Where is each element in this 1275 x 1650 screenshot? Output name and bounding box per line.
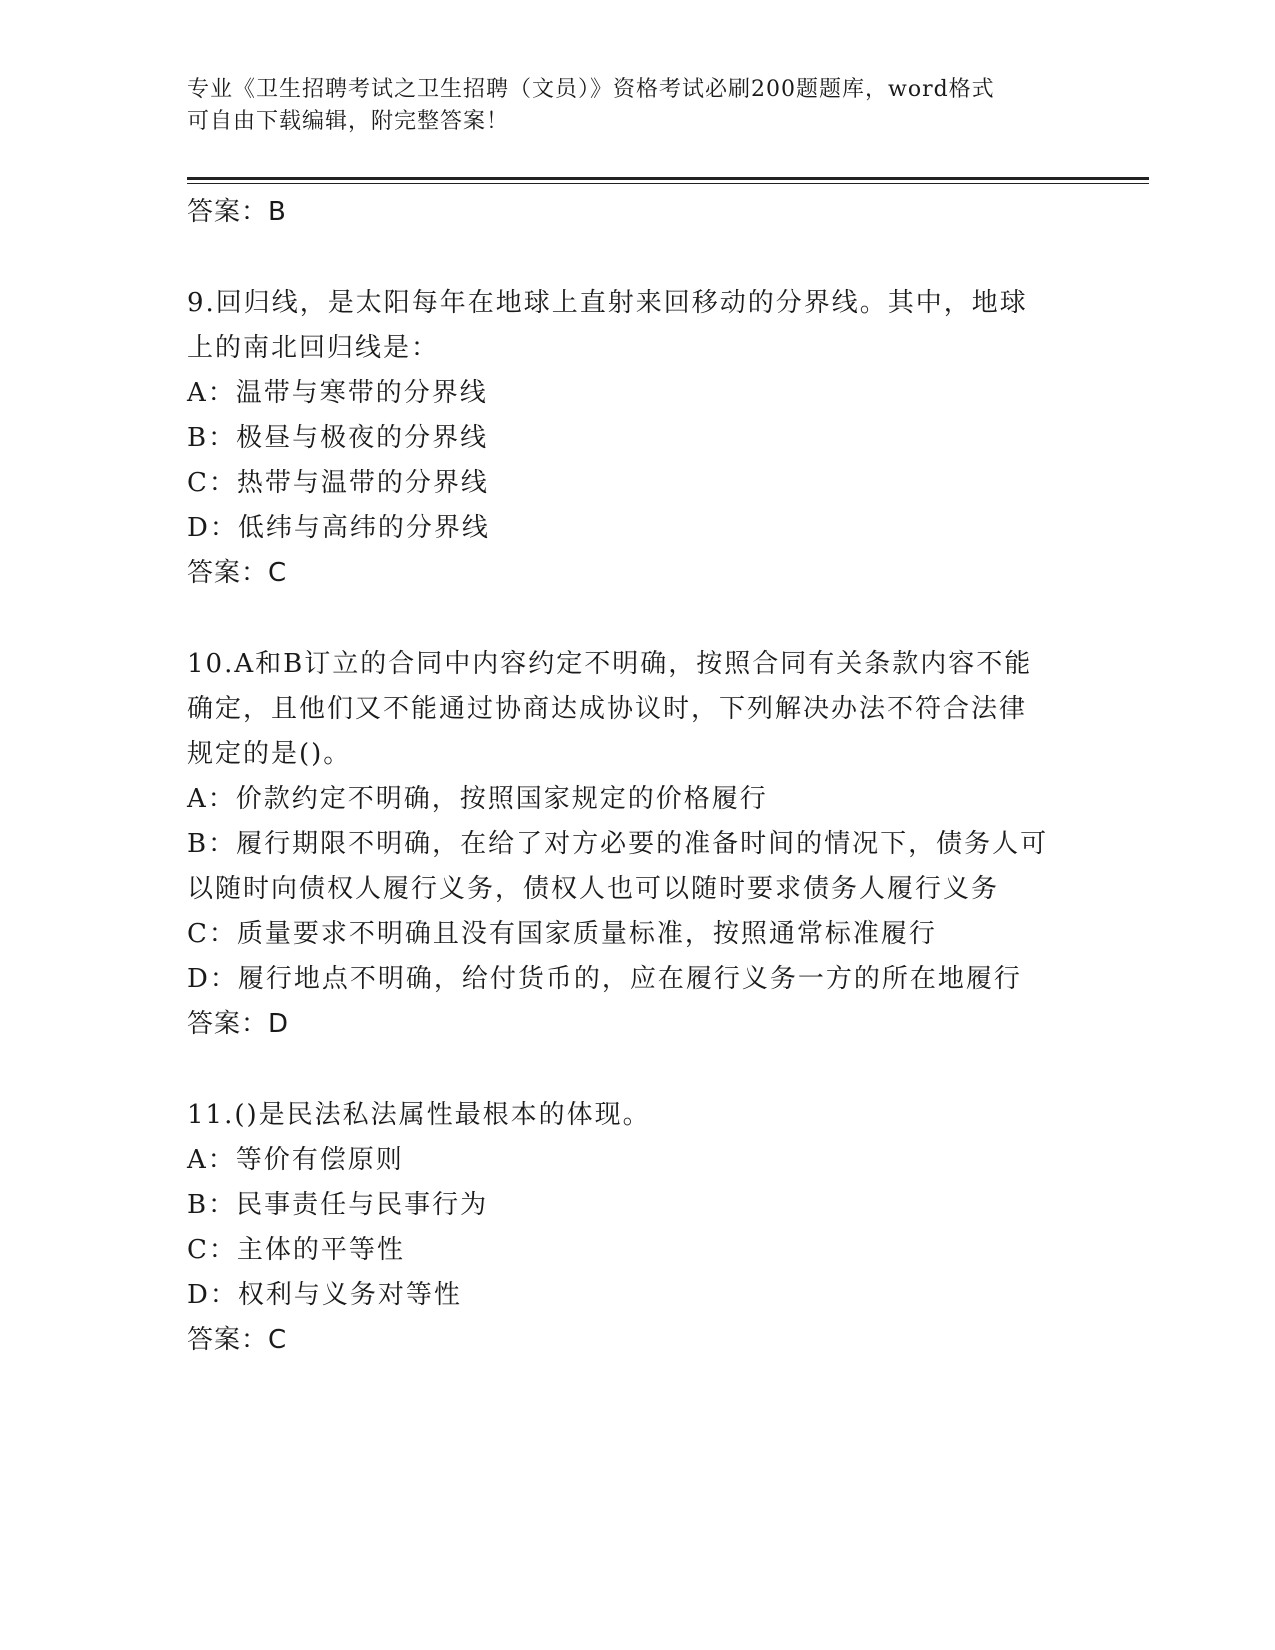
header-line-2: 可自由下载编辑，附完整答案！ [187,109,510,134]
document-body [187,190,1087,1363]
question-stem: 确定，且他们又不能通过协商达成协议时，下列解决办法不符合法律 [187,694,1028,724]
document-header [187,74,1067,138]
header-rule-thick [187,177,1149,180]
option-c: C：质量要求不明确且没有国家质量标准，按照通常标准履行 [187,919,937,949]
option-d: D：权利与义务对等性 [187,1280,462,1310]
question-stem: 规定的是()。 [187,739,352,769]
spacer [187,596,1087,642]
spacer [187,1047,1087,1093]
question-stem: 9.回归线，是太阳每年在地球上直射来回移动的分界线。其中，地球 [187,288,1028,318]
answer-line: 答案：C [187,1325,288,1355]
option-b-continued: 以随时向债权人履行义务，债权人也可以随时要求债务人履行义务 [187,874,1000,904]
header-line-1: 专业《卫生招聘考试之卫生招聘（文员）》资格考试必刷200题题库，word格式 [187,77,995,102]
question-stem: 11.()是民法私法属性最根本的体现。 [187,1100,651,1130]
option-b: B：民事责任与民事行为 [187,1190,489,1220]
option-d: D：履行地点不明确，给付货币的，应在履行义务一方的所在地履行 [187,964,1022,994]
question-block [187,642,1087,1047]
option-c: C：主体的平等性 [187,1235,405,1265]
question-stem: 上的南北回归线是： [187,333,440,363]
option-a: A：温带与寒带的分界线 [187,378,488,408]
option-d: D：低纬与高纬的分界线 [187,513,490,543]
question-block [187,281,1087,596]
answer-line: 答案：D [187,1009,290,1039]
question-block [187,1093,1087,1363]
option-a: A：等价有偿原则 [187,1145,404,1175]
question-stem: 10.A和B订立的合同中内容约定不明确，按照合同有关条款内容不能 [187,649,1033,679]
spacer [187,235,1087,281]
option-b: B：极昼与极夜的分界线 [187,423,489,453]
option-b: B：履行期限不明确，在给了对方必要的准备时间的情况下，债务人可 [187,829,1049,859]
answer-line: 答案：C [187,558,288,588]
header-rule-thin [187,183,1149,184]
option-a: A：价款约定不明确，按照国家规定的价格履行 [187,784,768,814]
answer-line: 答案：B [187,197,287,227]
option-c: C：热带与温带的分界线 [187,468,489,498]
